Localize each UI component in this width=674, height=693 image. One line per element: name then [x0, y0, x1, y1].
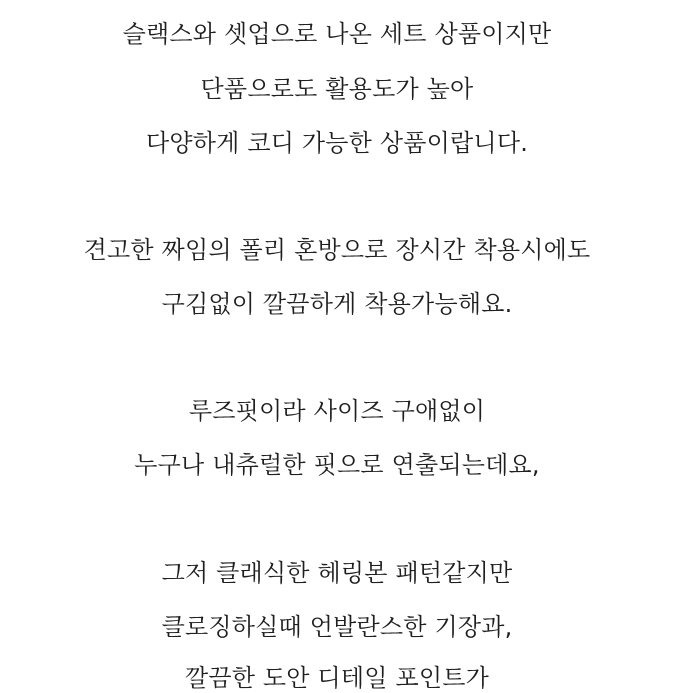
- description-line: 다양하게 코디 가능한 상품이랍니다.: [145, 129, 529, 157]
- description-line: 슬랙스와 셋업으로 나온 세트 상품이지만: [122, 20, 552, 48]
- description-line: 그저 클래식한 헤링본 패턴같지만: [161, 559, 513, 587]
- description-line: 구김없이 깔끔하게 착용가능해요.: [161, 290, 513, 318]
- description-line: 클로징하실때 언발란스한 기장과,: [161, 613, 513, 641]
- description-line-partial: 깔끔한 도안 디테일 포인트가: [184, 664, 490, 692]
- description-line: 견고한 짜임의 폴리 혼방으로 장시간 착용시에도: [83, 236, 591, 264]
- description-line: 단품으로도 활용도가 높아: [200, 75, 474, 103]
- description-line: 누구나 내츄럴한 핏으로 연출되는데요,: [134, 451, 540, 479]
- description-line: 루즈핏이라 사이즈 구애없이: [188, 397, 486, 425]
